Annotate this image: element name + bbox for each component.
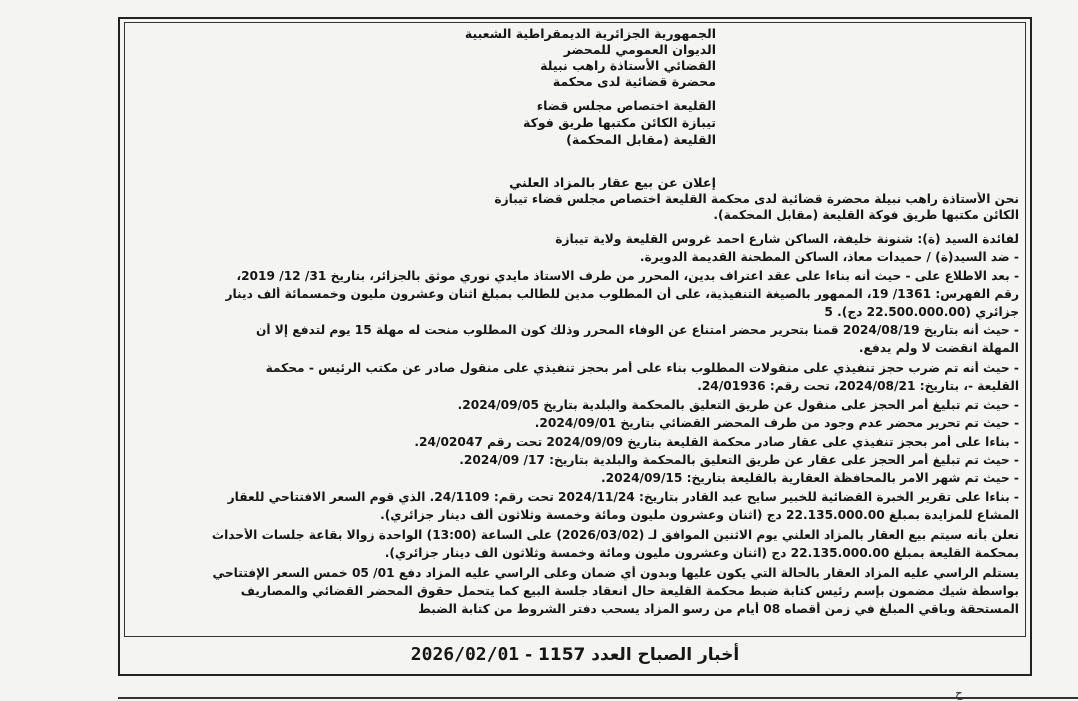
publication-name: أخبار الصباح العدد 1157 - [525, 645, 740, 665]
header-line: القليعة (مقابل المحكمة) [566, 132, 716, 147]
body-line: القليعة -، بتاريخ: 2024/08/21، تحت رقم: 24/01936. [697, 379, 1019, 393]
body-line: نحن الأستاذة راهب نبيلة محضرة قضائية لدى محكمة القليعة اختصاص مجلس قضاء تيبازة [494, 192, 1019, 206]
body-line: بمحكمة القليعة بمبلغ 22.135.000.00 دج (اثنان وعشرون مليون ومائة وخمسة وثلاثون الف دينار جزائري). [384, 546, 1019, 560]
body-line: - حيث تم تبليغ أمر الحجز على عقار عن طريق التعليق بالمحكمة والبلدية بتاريخ: 17/ 2024/09. [459, 453, 1019, 467]
publication-date: 2026/02/01 [410, 644, 520, 665]
header-line: القضائي الأستاذة راهب نبيلة [540, 58, 716, 73]
notice-title: إعلان عن بيع عقار بالمزاد العلني [509, 176, 716, 191]
header-line: تيبازة الكائن مكتبها طريق فوكة [523, 115, 716, 130]
body-line: المهلة انقضت لا ولم يدفع. [858, 341, 1019, 355]
body-line: جزائري (22.500.000.00 دج). 5 [824, 305, 1019, 319]
body-line: - حيث تم تحرير محضر عدم وجود من طرف المحضر القضائي بتاريخ 2024/09/01. [534, 416, 1019, 430]
body-line: نعلن بأنه سيتم بيع العقار بالمزاد العلني يوم الاثنين الموافق لـ (2026/03/02) على الساعة (13:00) الواحدة زوالا بقاعة جلسات الأحداث [211, 528, 1019, 542]
body-line: - بناءا على أمر بحجز تنفيذي على عقار صادر محكمة القليعة بتاريخ 2024/09/09 تحت رقم 24/02047. [414, 435, 1019, 449]
stray-mark: ح [955, 686, 963, 700]
body-line: - بناءا على تقرير الخبرة القضائية للخبير سايح عبد القادر بتاريخ: 2024/11/24 تحت رقم: 24/1109. الذي قوم السعر الافتتاحي للعقار [227, 490, 1019, 504]
body-line: بواسطة شيك مضمون بإسم رئيس كتابة ضبط محكمة القليعة حال انعقاد جلسة البيع كما يتحمل حقوق المحضر القضائي والمصاريف [240, 584, 1019, 598]
body-line: المستحقة وباقي المبلغ في زمن أقصاه 08 أيام من رسو المزاد يسحب دفتر الشروط من كتابة الضبط [418, 602, 1019, 616]
body-line: - ضد السيد(ة) / حميدات معاذ، الساكن المطحنة القديمة الدويرة. [639, 250, 1019, 264]
body-line: يستلم الراسي عليه المزاد العقار بالحالة التي يكون عليها وبدون أي ضمان وعلى الراسي عليه المزاد دفع 01/ 05 خمس السعر الإفتتاحي [212, 566, 1019, 580]
body-line: - حيث تم تبليغ أمر الحجز على منقول عن طريق التعليق بالمحكمة والبلدية بتاريخ 2024/09/05. [457, 398, 1019, 412]
header-line: الجمهورية الجزائرية الديمقراطية الشعبية [464, 26, 716, 41]
header-line: الديوان العمومي للمحضر [563, 42, 716, 57]
header-line: القليعة اختصاص مجلس قضاء [536, 98, 716, 113]
body-line: الكائن مكتبها طريق فوكة القليعة (مقابل المحكمة). [713, 208, 1019, 222]
publication-footer [127, 640, 1023, 670]
body-line: - حيث أنه تم ضرب حجز تنفيذي على منقولات المطلوب بناء على أمر بحجز تنفيذي على منقول صادر عن مكتب الرئيس - محكمة [265, 361, 1019, 375]
body-line: لفائدة السيد (ة): شنونة خليفة، الساكن شارع احمد غروس القليعة ولاية تيبازة [555, 232, 1019, 246]
body-line: رقم الفهرس: 1361/ 19، الممهور بالصيغة التنفيذية، على أن المطلوب مدين للطالب بمبلغ اثنان وعشرون مليون وخمسمائة ألف دينار [225, 287, 1019, 301]
body-line: - حيث تم شهر الامر بالمحافظة العقارية بالقليعة بتاريخ: 2024/09/15. [601, 471, 1019, 485]
header-line: محضرة قضائية لدى محكمة [552, 74, 716, 89]
body-line: - حيث أنه بتاريخ 2024/08/19 قمنا بتحرير محضر امتناع عن الوفاء المحرر وذلك كون المطلوب منحت له مهلة 15 يوم لتدفع إلا أن [255, 323, 1019, 337]
body-line: المشاع للمزايدة بمبلغ 22.135.000.00 دج (اثنان وعشرون مليون ومائة وخمسة وثلاثون ألف دينار جزائري). [380, 508, 1019, 522]
body-line: - بعد الاطلاع على - حيث أنه بناءا على عقد اعتراف بدين، المحرر من طرف الاستاذ مايدي نوري موثق بالجزائر، بتاريخ 31/ 12/ 2019، [236, 269, 1019, 283]
